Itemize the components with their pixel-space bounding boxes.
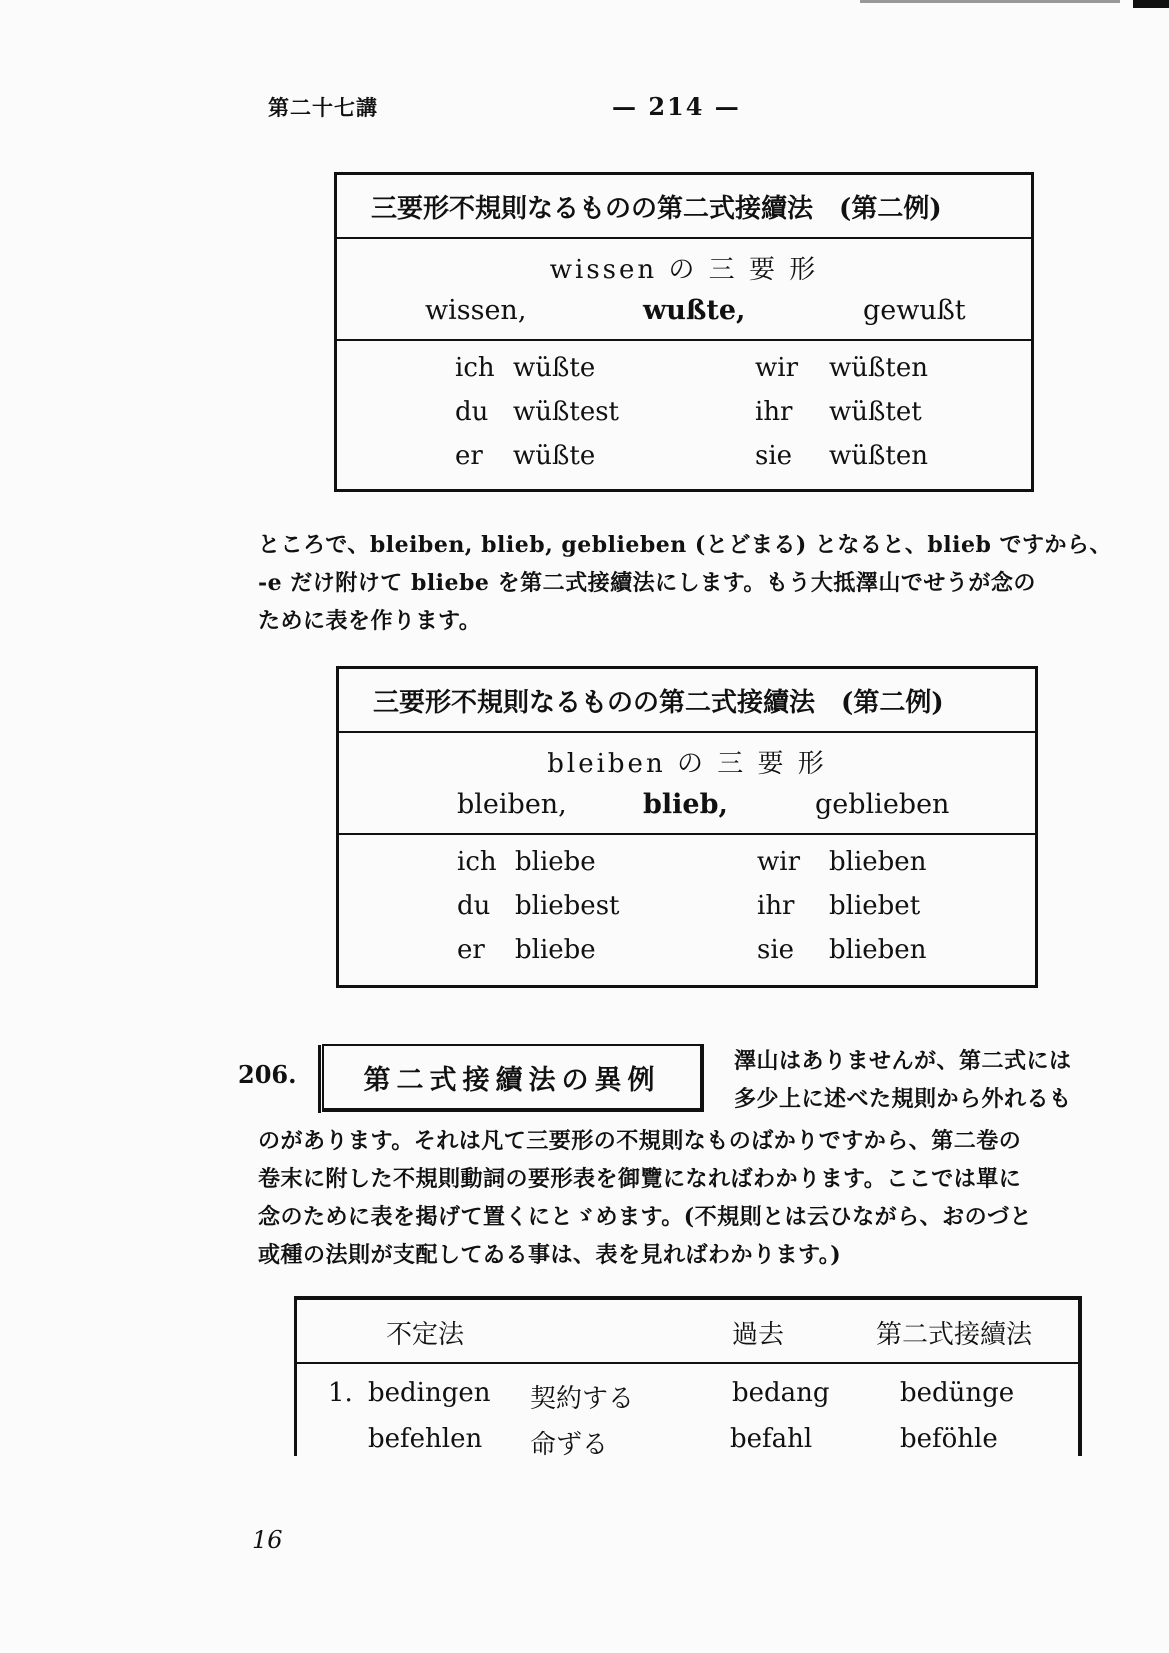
cell-infinitive: befehlen [368, 1424, 483, 1454]
pronoun: sie [755, 441, 793, 471]
cell-subjunctive: bedünge [900, 1378, 1015, 1408]
table-header-rule [294, 1362, 1082, 1364]
header-subjunctive: 第二式接續法 [876, 1320, 1033, 1350]
verb-form: blieben [829, 847, 927, 877]
table-top-rule [294, 1296, 1082, 1300]
pronoun: er [455, 441, 483, 471]
principal-parts-caption: bleiben の 三 要 形 [547, 749, 827, 779]
verb-form: wüßte [513, 441, 596, 471]
cell-infinitive: bedingen [368, 1378, 491, 1408]
chapter-heading: 第二十七講 [268, 95, 378, 120]
verb-form: wüßten [829, 441, 928, 471]
paragraph-line: -e だけ附けて bliebe を第二式接續法にします。もう大抵澤山でせうが念の [258, 570, 1036, 596]
verb-form: bliebe [515, 847, 596, 877]
paragraph-line: ために表を作ります。 [258, 608, 482, 634]
section-title: 第二式接續法の異例 [363, 1064, 661, 1096]
principal-parts-caption: wissen の 三 要 形 [549, 255, 819, 285]
pronoun: er [457, 935, 485, 965]
form-past: wußte, [643, 295, 746, 326]
verb-form: wüßtet [829, 397, 922, 427]
form-infinitive: bleiben, [457, 789, 567, 820]
conjugation-table-wissen [334, 172, 1034, 492]
row-number: 1. [328, 1378, 353, 1408]
cell-past: bedang [732, 1378, 830, 1408]
pronoun: wir [755, 353, 798, 383]
paragraph-line: 卷末に附した不規則動詞の要形表を御覽になればわかります。ここでは單に [258, 1166, 1022, 1192]
cell-meaning: 命ずる [530, 1430, 609, 1460]
irregular-verb-table [294, 1296, 1082, 1460]
table-title-text: 三要形不規則なるものの第二式接續法 [373, 687, 816, 718]
form-infinitive: wissen, [425, 295, 527, 326]
verb-form: bliebet [829, 891, 921, 921]
table-right-border [1078, 1296, 1082, 1456]
paragraph-bleiben [258, 526, 1112, 640]
form-participle: geblieben [815, 789, 950, 820]
paragraph-line: 多少上に述べた規則から外れるも [734, 1086, 1072, 1112]
pronoun: ihr [755, 397, 793, 427]
verb-form: blieben [829, 935, 927, 965]
section-body [258, 1122, 1032, 1274]
table-title-text: 三要形不規則なるものの第二式接續法 [371, 193, 814, 224]
cell-meaning: 契約する [530, 1384, 635, 1414]
pronoun: ihr [757, 891, 795, 921]
section-title-box [322, 1044, 704, 1112]
footer-page-number: 16 [252, 1526, 283, 1554]
pronoun: ich [455, 353, 495, 383]
form-participle: gewußt [863, 295, 966, 326]
table-example-label: (第二例) [841, 687, 944, 718]
verb-form: wüßtest [513, 397, 619, 427]
cell-past: befahl [730, 1424, 813, 1454]
pronoun: du [455, 397, 489, 427]
scan-corner-mark [1133, 0, 1169, 8]
verb-form: bliebest [515, 891, 620, 921]
verb-form: wüßten [829, 353, 928, 383]
scan-top-rule [860, 0, 1120, 3]
principal-parts [337, 239, 1031, 341]
table-title [337, 175, 1031, 239]
verb-form: wüßte [513, 353, 596, 383]
section-title-bar [318, 1045, 321, 1113]
header-past: 過去 [732, 1320, 785, 1350]
conjugation-table-bleiben [336, 666, 1038, 988]
verb-form: bliebe [515, 935, 596, 965]
section-number: 206. [238, 1060, 297, 1089]
pronoun: wir [757, 847, 800, 877]
pronoun: ich [457, 847, 497, 877]
paragraph-line: のがあります。それは凡て三要形の不規則なものばかりですから、第二卷の [258, 1128, 1022, 1154]
table-title [339, 669, 1035, 733]
paragraph-line: 念のために表を掲げて置くにとゞめます。(不規則とは云ひながら、おのづと [258, 1204, 1033, 1230]
table-example-label: (第二例) [839, 193, 942, 224]
section-side-text [734, 1042, 1072, 1118]
form-past: blieb, [643, 789, 728, 820]
paragraph-line: 或種の法則が支配してゐる事は、表を見ればわかります。) [258, 1242, 842, 1268]
paragraph-line: ところで、bleiben, blieb, geblieben (とどまる) となると、blieb ですから、 [258, 532, 1113, 558]
cell-subjunctive: beföhle [900, 1424, 998, 1454]
paragraph-line: 澤山はありませんが、第二式には [734, 1048, 1072, 1074]
pronoun: du [457, 891, 491, 921]
principal-parts [339, 733, 1035, 835]
pronoun: sie [757, 935, 795, 965]
header-infinitive: 不定法 [386, 1320, 465, 1350]
table-left-border [294, 1296, 297, 1456]
page-header-number: — 214 — [612, 92, 741, 121]
